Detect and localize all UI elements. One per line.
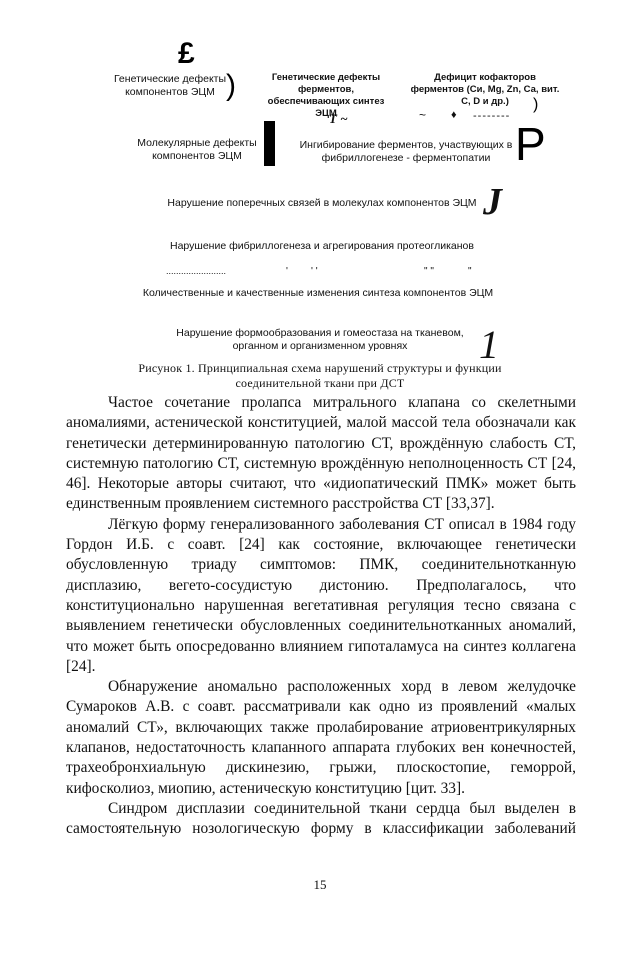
box-enzyme-defects: Генетические дефекты ферментов, обеспечивающих синтез ЭЦМ xyxy=(267,72,385,119)
paragraph-1: Частое сочетание пролапса митрального клапана со скелетными аномалиями, астенической конституцией, малой массой тела обозначали как генетически детерминированную патологию СТ, врождённую слабость СТ, системную патологию СТ, системную врождённую неполноценность СТ [24, 46]. Некоторые авторы считают, что «идиопатический ПМК» может быть единственным проявлением системного расстройства СТ [33,37]. xyxy=(66,394,576,513)
paragraph-4: Синдром дисплазии соединительной ткани сердца был выделен в самостоятельную нозологическую форму в классификации заболеваний xyxy=(66,799,576,838)
marks-right-2: " xyxy=(468,266,472,277)
dashes-glyph: -------- xyxy=(473,110,511,122)
caption-line-2: соединительной ткани при ДСТ xyxy=(235,376,405,390)
box-crosslinks: Нарушение поперечных связей в молекулах компонентов ЭЦМ xyxy=(167,197,477,209)
box-molecular-defects: Молекулярные дефекты компонентов ЭЦМ xyxy=(137,137,257,162)
caption-line-1: Рисунок 1. Принципиальная схема нарушений структуры и функции xyxy=(138,361,502,375)
marks-right-1: " " xyxy=(424,266,434,277)
p-glyph: Р xyxy=(515,118,546,170)
box-synthesis: Количественные и качественные изменения синтеза компонентов ЭЦМ xyxy=(142,287,494,299)
paren-glyph-2: ) xyxy=(533,96,539,113)
dots-left: ........................ xyxy=(166,266,227,276)
paragraph-3: Обнаружение аномально расположенных хорд в левом желудочке Сумароков А.В. с соавт. рассматривали как одно из проявлений «малых аномалий СТ», включающих также пролабирование атриовентрикулярных клапанов, недостаточность клапанного аппарата глубоких вен конечностей, трахеобронхиальную дискинезию, грыжи, плоскостопие, геморрой, кифосколиоз, миопию, астеническую конституцию [цит. 33]. xyxy=(66,678,576,797)
j-glyph: J xyxy=(483,181,502,223)
pound-glyph: £ xyxy=(178,37,195,70)
paragraph-2: Лёгкую форму генерализованного заболевания СТ описал в 1984 году Гордон И.Б. с соавт. [24] как состояние, включающее генетически обусловленную триаду симптомов: ПМК, соединительнотканную дисплазию, вегето-сосудистую дистонию. Предполагалось, что конституционально нарушенная вегетативная регуляция тесно связана с выявлением генетически обусловленных соединительнотканных аномалий, что может быть опосредованно влиянием гипоталамуса на синтез коллагена [24]. xyxy=(66,515,576,675)
body-text xyxy=(66,393,576,840)
box-cofactor-deficit: Дефицит кофакторов ферментов (Си, Mg, Zn, Са, вит. С, D и др.) xyxy=(410,72,560,107)
figure-caption xyxy=(80,361,560,391)
box-fibrillogenesis: Нарушение фибриллогенеза и агрегирования протеогликанов xyxy=(170,240,474,252)
vertical-bar xyxy=(264,121,275,166)
box-genetic-defects: Генетические дефекты компонентов ЭЦМ xyxy=(113,73,227,98)
marks-mid-2: ' ' xyxy=(311,266,318,277)
t-glyph: Т ~ xyxy=(329,111,348,126)
box-morphogenesis: Нарушение формообразования и гомеостаза на тканевом, органном и организменном уровнях xyxy=(176,327,464,352)
one-glyph: 1 xyxy=(479,322,499,367)
marks-mid-1: ' xyxy=(286,266,288,277)
box-enzyme-inhibition: Ингибирование ферментов, участвующих в фибриллогенезе - ферментопатии xyxy=(299,139,513,164)
paren-glyph-1: ) xyxy=(226,69,236,102)
diamond-glyph: ♦ xyxy=(451,109,457,121)
tilde-glyph: ~ xyxy=(419,108,427,122)
page-number: 15 xyxy=(313,877,327,892)
